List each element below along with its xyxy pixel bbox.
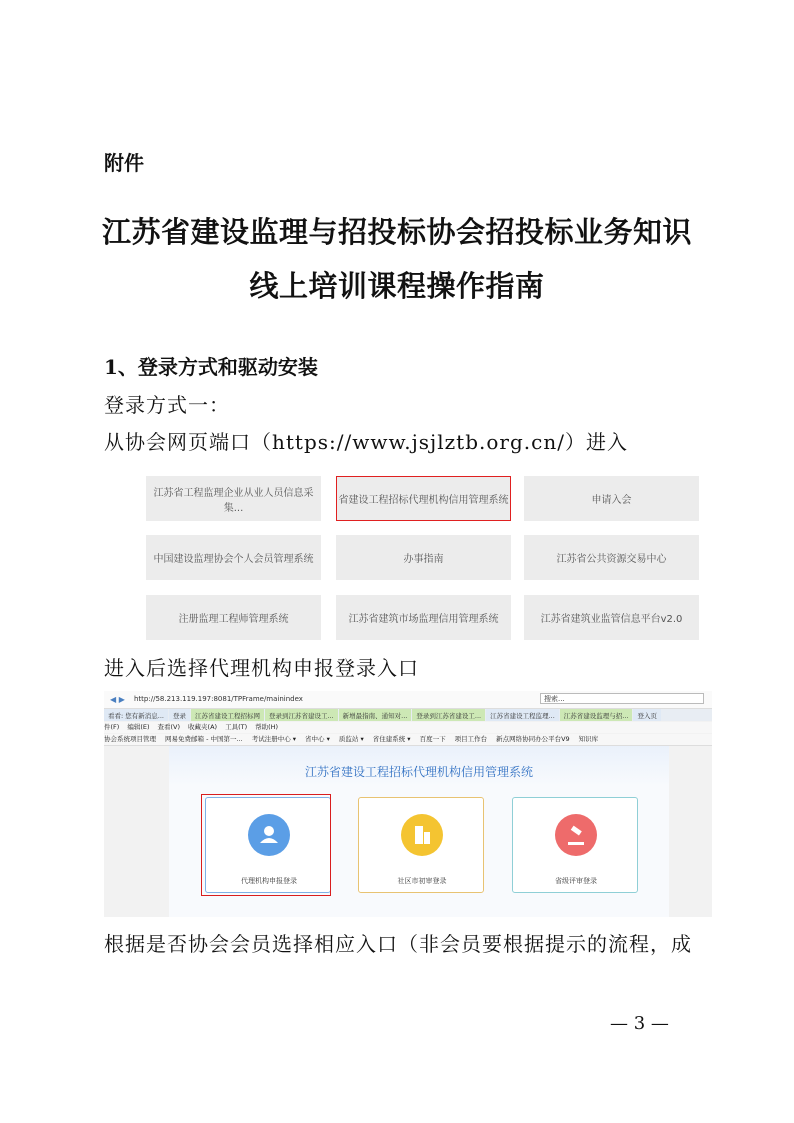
browser-tab[interactable]: 登录到江苏省建设工... xyxy=(265,709,338,721)
paragraph-choose-entry: 根据是否协会会员选择相应入口（非会员要根据提示的流程，成 xyxy=(104,932,692,956)
card-label: 社区市初审登录 xyxy=(397,877,447,885)
system-title: 江苏省建设工程招标代理机构信用管理系统 xyxy=(304,765,533,779)
document-title-line2: 线上培训课程操作指南 xyxy=(249,269,545,303)
site-link-highlighted[interactable]: 省建设工程招标代理机构信用管理系统 xyxy=(336,476,511,521)
site-link-grid xyxy=(146,476,700,640)
city-review-login-card[interactable] xyxy=(358,797,484,893)
search-box[interactable]: 搜索... xyxy=(540,693,704,704)
site-link[interactable]: 办事指南 xyxy=(336,535,511,580)
favorite-link[interactable]: 百度一下 xyxy=(419,735,446,743)
card-label: 省级评审登录 xyxy=(555,877,597,885)
favorite-link[interactable]: 质监站 ▾ xyxy=(338,735,364,743)
paragraph-login-method: 登录方式一： xyxy=(104,393,230,417)
menu-item[interactable]: 编辑(E) xyxy=(127,723,150,731)
attachment-label: 附件 xyxy=(104,151,144,175)
site-link[interactable]: 江苏省公共资源交易中心 xyxy=(524,535,699,580)
gavel-icon xyxy=(555,814,597,856)
site-link[interactable]: 中国建设监理协会个人会员管理系统 xyxy=(146,535,321,580)
browser-tab[interactable]: 江苏省建设工程监理... xyxy=(486,709,559,721)
back-forward-icon[interactable]: ◀ ▶ xyxy=(110,695,125,704)
favorite-link[interactable]: 项目工作台 xyxy=(454,735,488,743)
paragraph-after-enter: 进入后选择代理机构申报登录入口 xyxy=(104,656,419,680)
menu-item[interactable]: 件(F) xyxy=(104,723,120,731)
document-title-line1: 江苏省建设监理与招投标协会招投标业务知识 xyxy=(101,215,692,249)
card-label: 代理机构申报登录 xyxy=(241,877,297,885)
page-number: — 3 — xyxy=(610,1013,669,1034)
site-link[interactable]: 注册监理工程师管理系统 xyxy=(146,595,321,640)
browser-tab[interactable]: 江苏省建设工程招标网 xyxy=(191,709,264,721)
browser-tabs xyxy=(104,709,712,721)
favorite-link[interactable]: 省中心 ▾ xyxy=(305,735,330,743)
favorite-link[interactable]: 新点网络协同办公平台V9 xyxy=(496,735,570,743)
menu-bar xyxy=(104,722,712,733)
browser-tab[interactable]: 登录到江苏省建设工... xyxy=(412,709,485,721)
menu-item[interactable]: 帮助(H) xyxy=(255,723,279,731)
site-link[interactable]: 江苏省工程监理企业从业人员信息采集... xyxy=(146,476,321,521)
browser-tab[interactable]: 登入页 xyxy=(633,709,661,721)
site-link[interactable]: 江苏省建筑业监管信息平台v2.0 xyxy=(524,595,699,640)
paragraph-from-portal: 从协会网页端口（https://www.jsjlztb.org.cn/）进入 xyxy=(104,430,628,454)
address-bar xyxy=(104,691,712,709)
menu-item[interactable]: 查看(V) xyxy=(157,723,181,731)
favorite-link[interactable]: 省住建系统 ▾ xyxy=(372,735,411,743)
site-link[interactable]: 江苏省建筑市场监理信用管理系统 xyxy=(336,595,511,640)
site-link[interactable]: 申请入会 xyxy=(524,476,699,521)
favorite-link[interactable]: 考试注册中心 ▾ xyxy=(251,735,297,743)
browser-tab[interactable]: 江苏省建设监理与招... xyxy=(560,709,633,721)
url-text[interactable]: http://58.213.119.197:8081/TPFrame/mainindex xyxy=(134,695,303,703)
browser-tab[interactable]: 新增最指南、通知对... xyxy=(339,709,412,721)
browser-screenshot xyxy=(104,691,712,917)
favorites-bar xyxy=(104,734,712,746)
section-heading: 1、登录方式和驱动安装 xyxy=(104,355,318,379)
favorite-link[interactable]: 协会系统项目管理 xyxy=(104,735,156,743)
menu-item[interactable]: 收藏夹(A) xyxy=(188,723,218,731)
building-icon xyxy=(401,814,443,856)
favorite-link[interactable]: 知识库 xyxy=(578,735,599,743)
province-review-login-card[interactable] xyxy=(512,797,638,893)
favorite-link[interactable]: 网易免费邮箱 - 中国第一... xyxy=(165,735,243,743)
highlight-box xyxy=(201,794,331,896)
browser-tab[interactable]: 登录 xyxy=(169,709,190,721)
browser-tab[interactable]: 看看: 您有新消息... xyxy=(104,709,168,721)
menu-item[interactable]: 工具(T) xyxy=(225,723,248,731)
